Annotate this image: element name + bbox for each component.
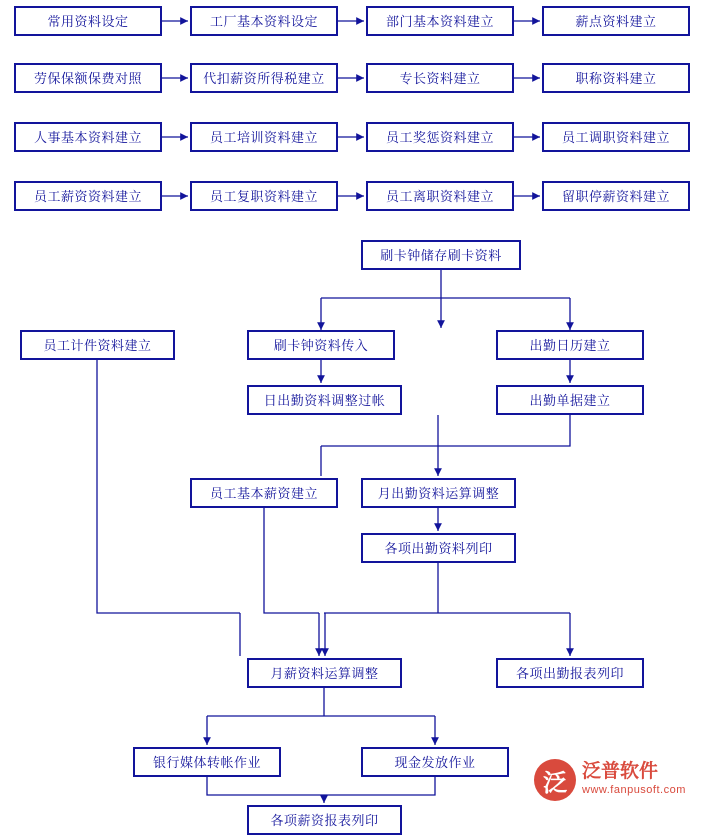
node-label: 各项出勤资料列印 bbox=[384, 540, 493, 556]
node-人事基本资料建立[interactable] bbox=[14, 122, 162, 152]
node-刷卡钟资料传入[interactable] bbox=[247, 330, 395, 360]
watermark-text bbox=[582, 762, 686, 797]
node-员工基本薪资建立[interactable] bbox=[190, 478, 338, 508]
node-label: 人事基本资料建立 bbox=[33, 129, 142, 145]
node-各项出勤报表列印[interactable] bbox=[496, 658, 644, 688]
node-label: 职称资料建立 bbox=[575, 70, 657, 86]
watermark-url: www.fanpusoft.com bbox=[582, 784, 686, 797]
node-出勤日历建立[interactable] bbox=[496, 330, 644, 360]
watermark bbox=[534, 751, 694, 809]
node-职称资料建立[interactable] bbox=[542, 63, 690, 93]
node-员工复职资料建立[interactable] bbox=[190, 181, 338, 211]
node-各项薪资报表列印[interactable] bbox=[247, 805, 402, 835]
node-label: 员工基本薪资建立 bbox=[209, 485, 318, 501]
node-label: 各项薪资报表列印 bbox=[270, 812, 379, 828]
node-label: 员工复职资料建立 bbox=[209, 188, 318, 204]
node-label: 刷卡钟资料传入 bbox=[273, 337, 369, 353]
watermark-logo-icon: 泛 bbox=[534, 759, 576, 801]
node-员工培训资料建立[interactable] bbox=[190, 122, 338, 152]
node-label: 员工调职资料建立 bbox=[561, 129, 670, 145]
node-出勤单据建立[interactable] bbox=[496, 385, 644, 415]
node-员工计件资料建立[interactable] bbox=[20, 330, 175, 360]
node-日出勤资料调整过帐[interactable] bbox=[247, 385, 402, 415]
node-代扣薪资所得税建立[interactable] bbox=[190, 63, 338, 93]
node-月薪资料运算调整[interactable] bbox=[247, 658, 402, 688]
node-label: 各项出勤报表列印 bbox=[515, 665, 624, 681]
node-label: 员工培训资料建立 bbox=[209, 129, 318, 145]
watermark-name: 泛普软件 bbox=[582, 761, 659, 783]
node-label: 日出勤资料调整过帐 bbox=[263, 392, 386, 408]
node-label: 劳保保额保费对照 bbox=[33, 70, 142, 86]
node-专长资料建立[interactable] bbox=[366, 63, 514, 93]
node-常用资料设定[interactable] bbox=[14, 6, 162, 36]
node-员工调职资料建立[interactable] bbox=[542, 122, 690, 152]
node-label: 代扣薪资所得税建立 bbox=[203, 70, 325, 86]
node-各项出勤资料列印[interactable] bbox=[361, 533, 516, 563]
node-留职停薪资料建立[interactable] bbox=[542, 181, 690, 211]
node-label: 刷卡钟储存刷卡资料 bbox=[380, 247, 502, 263]
node-label: 员工薪资资料建立 bbox=[33, 188, 142, 204]
node-工厂基本资料设定[interactable] bbox=[190, 6, 338, 36]
node-label: 工厂基本资料设定 bbox=[209, 13, 318, 29]
node-员工奖惩资料建立[interactable] bbox=[366, 122, 514, 152]
node-员工薪资资料建立[interactable] bbox=[14, 181, 162, 211]
node-刷卡钟储存刷卡资料[interactable] bbox=[361, 240, 521, 270]
node-label: 银行媒体转帐作业 bbox=[152, 754, 261, 770]
node-label: 月薪资料运算调整 bbox=[270, 665, 379, 681]
node-label: 月出勤资料运算调整 bbox=[377, 485, 500, 501]
node-label: 员工离职资料建立 bbox=[385, 188, 494, 204]
node-薪点资料建立[interactable] bbox=[542, 6, 690, 36]
node-label: 部门基本资料建立 bbox=[385, 13, 494, 29]
node-label: 员工奖惩资料建立 bbox=[385, 129, 494, 145]
node-劳保保额保费对照[interactable] bbox=[14, 63, 162, 93]
node-label: 员工计件资料建立 bbox=[43, 337, 152, 353]
node-label: 常用资料设定 bbox=[47, 13, 129, 29]
node-label: 薪点资料建立 bbox=[575, 13, 657, 29]
node-label: 出勤单据建立 bbox=[529, 392, 611, 408]
node-部门基本资料建立[interactable] bbox=[366, 6, 514, 36]
node-员工离职资料建立[interactable] bbox=[366, 181, 514, 211]
node-label: 留职停薪资料建立 bbox=[561, 188, 670, 204]
node-label: 专长资料建立 bbox=[399, 70, 481, 86]
node-label: 现金发放作业 bbox=[394, 754, 476, 770]
node-现金发放作业[interactable] bbox=[361, 747, 509, 777]
node-银行媒体转帐作业[interactable] bbox=[133, 747, 281, 777]
node-月出勤资料运算调整[interactable] bbox=[361, 478, 516, 508]
node-label: 出勤日历建立 bbox=[529, 337, 611, 353]
